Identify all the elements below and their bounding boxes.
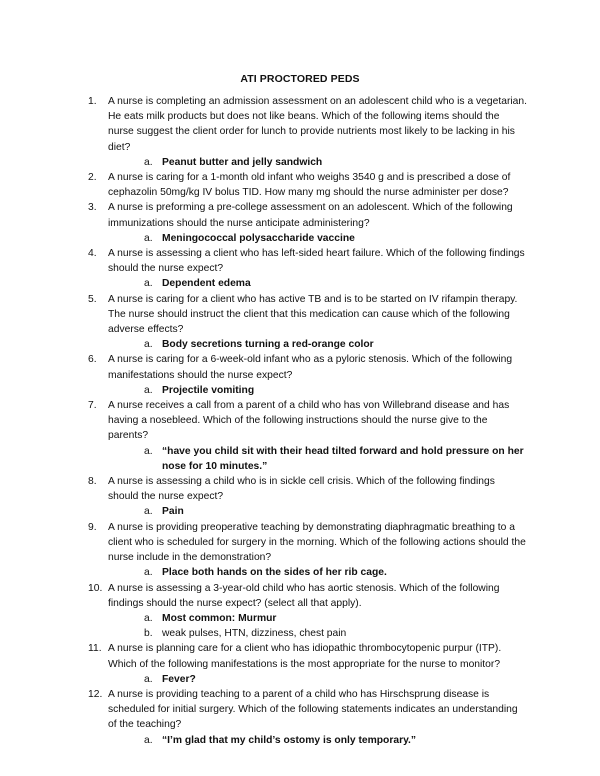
question-text: A nurse is providing teaching to a parent of a child who has Hirschsprung disease is scheduled for initial surgery. Which of the following statements indicates an understanding of the teaching?: [108, 688, 518, 731]
question-list: [88, 94, 528, 748]
question-text: A nurse is caring for a 6-week-old infant who as a pyloric stenosis. Which of the following manifestations should the nurse expect?: [108, 354, 513, 381]
question-item: [88, 94, 528, 170]
question-number: 3.: [88, 202, 97, 214]
question-text: A nurse is planning care for a client who has idiopathic thrombocytopenic purpur (ITP). Which of the following manifestations is the most appropriate for the nurse to monitor?: [108, 643, 502, 670]
answer-list: [108, 504, 528, 519]
answer-letter: a.: [144, 445, 153, 457]
question-text: A nurse is assessing a 3-year-old child who has aortic stenosis. Which of the following findings should the nurse expect? (select all that apply).: [108, 582, 500, 609]
answer-text: Place both hands on the sides of her rib cage.: [162, 567, 387, 579]
answer-list: [108, 444, 528, 474]
answer-list: [108, 733, 528, 748]
answer-list: [108, 337, 528, 352]
document-title: ATI PROCTORED PEDS: [240, 73, 360, 85]
answer-item: [108, 504, 528, 519]
answer-item: [108, 231, 528, 246]
answer-text: weak pulses, HTN, dizziness, chest pain: [162, 628, 347, 640]
question-item: [88, 170, 528, 200]
answer-letter: a.: [144, 612, 153, 624]
answer-text: “I’m glad that my child’s ostomy is only temporary.”: [162, 734, 417, 746]
question-number: 10.: [88, 582, 103, 594]
question-number: 9.: [88, 521, 97, 533]
question-text: A nurse is caring for a 1-month old infant who weighs 3540 g and is prescribed a dose of cephazolin 50mg/kg IV bolus TID. How many mg should the nurse administer per dose?: [108, 172, 511, 199]
question-item: [88, 687, 528, 748]
question-number: 4.: [88, 248, 97, 260]
question-number: 7.: [88, 400, 97, 412]
answer-list: [108, 276, 528, 291]
answer-item: [108, 626, 528, 641]
answer-text: Projectile vomiting: [162, 384, 255, 396]
question-number: 2.: [88, 172, 97, 184]
question-number: 5.: [88, 293, 97, 305]
question-number: 11.: [88, 643, 102, 655]
question-item: [88, 352, 528, 398]
question-text: A nurse receives a call from a parent of a child who has von Willebrand disease and has having a nosebleed. Which of the following instructions should the nurse give to the parents?: [108, 400, 510, 442]
question-number: 6.: [88, 354, 97, 366]
answer-text: Meningococcal polysaccharide vaccine: [162, 232, 355, 244]
answer-letter: a.: [144, 673, 153, 685]
answer-text: “have you child sit with their head tilted forward and hold pressure on her nose for 10 minutes.”: [162, 445, 524, 472]
question-number: 1.: [88, 96, 97, 107]
question-text: A nurse is caring for a client who has active TB and is to be started on IV rifampin therapy. The nurse should instruct the client that this medication can cause which of the following adverse effects?: [108, 293, 518, 336]
question-item: [88, 398, 528, 474]
answer-letter: a.: [144, 384, 153, 396]
question-item: [88, 641, 528, 687]
answer-list: [108, 565, 528, 580]
question-item: [88, 474, 528, 520]
answer-text: Pain: [162, 506, 184, 518]
answer-item: [108, 565, 528, 580]
answer-item: [108, 155, 528, 170]
question-item: [88, 246, 528, 292]
answer-letter: a.: [144, 278, 153, 290]
answer-text: Body secretions turning a red-orange color: [162, 339, 374, 351]
answer-list: [108, 231, 528, 246]
question-text: A nurse is providing preoperative teaching by demonstrating diaphragmatic breathing to a client who is scheduled for surgery in the morning. Which of the following actions should the nurse include in the demonstration?: [108, 521, 526, 564]
answer-letter: a.: [144, 567, 153, 579]
question-item: [88, 581, 528, 642]
question-item: [88, 200, 528, 246]
answer-text: Peanut butter and jelly sandwich: [162, 156, 323, 168]
answer-letter: a.: [144, 506, 153, 518]
question-text: A nurse is assessing a child who is in sickle cell crisis. Which of the following findings should the nurse expect?: [108, 476, 495, 503]
answer-letter: a.: [144, 734, 153, 746]
answer-text: Dependent edema: [162, 278, 251, 290]
answer-text: Most common: Murmur: [162, 612, 277, 624]
answer-text: Fever?: [162, 673, 196, 685]
answer-item: [108, 337, 528, 352]
answer-item: [108, 611, 528, 626]
question-item: [88, 292, 528, 353]
question-text: A nurse is completing an admission assessment on an adolescent child who is a vegetarian. He eats milk products but does not like beans. Which of the following items should the nurse suggest the client order for lunch to provide nutrients most likely to be lacking in his diet?: [108, 96, 527, 153]
answer-item: [108, 383, 528, 398]
answer-item: [108, 672, 528, 687]
question-text: A nurse is assessing a client who has left-sided heart failure. Which of the following findings should the nurse expect?: [108, 248, 525, 275]
answer-item: [108, 276, 528, 291]
answer-list: [108, 383, 528, 398]
question-number: 12.: [88, 688, 103, 700]
answer-list: [108, 672, 528, 687]
question-text: A nurse is preforming a pre-college assessment on an adolescent. Which of the following immunizations should the nurse anticipate administering?: [108, 202, 513, 229]
answer-item: [108, 444, 528, 474]
answer-item: [108, 733, 528, 748]
answer-letter: a.: [144, 339, 153, 351]
question-item: [88, 520, 528, 581]
question-number: 8.: [88, 476, 97, 488]
answer-letter: a.: [144, 156, 153, 168]
answer-list: [108, 611, 528, 641]
answer-list: [108, 155, 528, 170]
answer-letter: b.: [144, 628, 153, 640]
answer-letter: a.: [144, 232, 153, 244]
